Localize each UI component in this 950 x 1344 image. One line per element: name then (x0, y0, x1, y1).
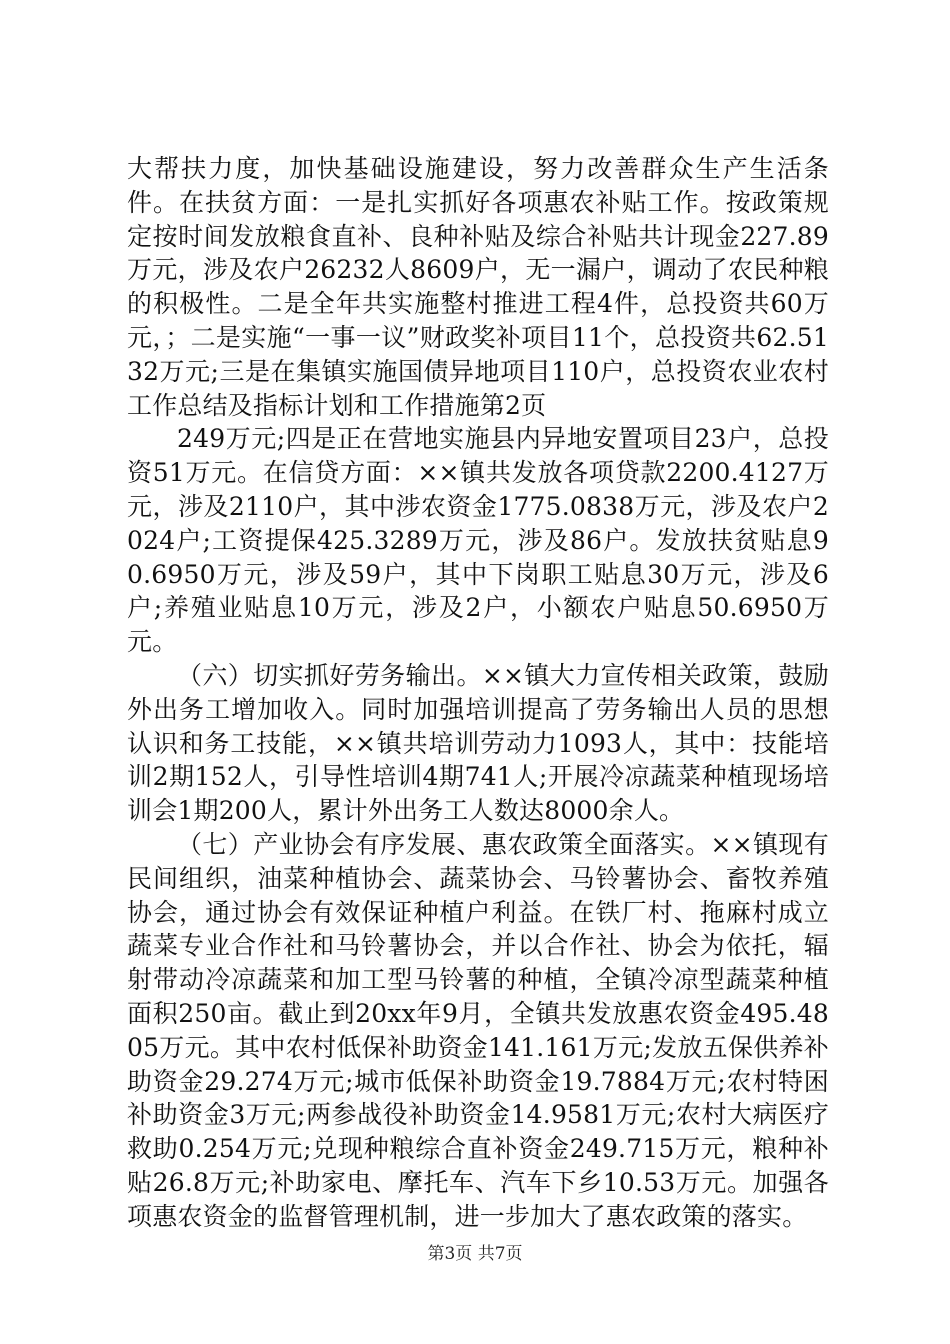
paragraph-labor-export: （六）切实抓好劳务输出。××镇大力宣传相关政策，鼓励外出务工增加收入。同时加强培训提高了劳务输出人员的思想认识和务工技能，××镇共培训劳动力1093人，其中：技能培训2期152人，引导性培训4期741人;开展冷凉蔬菜种植现场培训会1期200人，累计外出务工人数达8000余人。 (127, 660, 829, 826)
paragraph-poverty-relief: 大帮扶力度，加快基础设施建设，努力改善群众生产生活条件。在扶贫方面：一是扎实抓好各项惠农补贴工作。按政策规定按时间发放粮食直补、良种补贴及综合补贴共计现金227.89万元，涉及农户26232人8609户，无一漏户，调动了农民种粮的积极性。二是全年共实施整村推进工程4件，总投资共60万元，；二是实施“一事一议”财政奖补项目11个，总投资共62.5132万元;三是在集镇实施国债异地项目110户，总投资农业农村工作总结及指标计划和工作措施第2页 (127, 154, 829, 420)
document-body (127, 152, 829, 1234)
paragraph-credit: 249万元;四是正在营地实施县内异地安置项目23户，总投资51万元。在信贷方面：××镇共发放各项贷款2200.4127万元，涉及2110户，其中涉农资金1775.0838万元，涉及农户2024户;工资提保425.3289万元，涉及86户。发放扶贫贴息90.6950万元，涉及59户，其中下岗职工贴息30万元，涉及6户;养殖业贴息10万元，涉及2户，小额农户贴息50.6950万元。 (127, 424, 829, 657)
paragraph-industry-associations: （七）产业协会有序发展、惠农政策全面落实。××镇现有民间组织，油菜种植协会、蔬菜协会、马铃薯协会、畜牧养殖协会，通过协会有效保证种植户利益。在铁厂村、拖麻村成立蔬菜专业合作社和马铃薯协会，并以合作社、协会为依托，辐射带动冷凉蔬菜和加工型马铃薯的种植，全镇冷凉型蔬菜种植面积250亩。截止到20xx年9月，全镇共发放惠农资金495.4805万元。其中农村低保补助资金141.161万元;发放五保供养补助资金29.274万元;城市低保补助资金19.7884万元;农村特困补助资金3万元;两参战役补助资金14.9581万元;农村大病医疗救助0.254万元;兑现种粮综合直补资金249.715万元，粮种补贴26.8万元;补助家电、摩托车、汽车下乡10.53万元。加强各项惠农资金的监督管理机制，进一步加大了惠农政策的落实。 (127, 829, 829, 1231)
page-footer: 第3页 共7页 (427, 1244, 523, 1264)
